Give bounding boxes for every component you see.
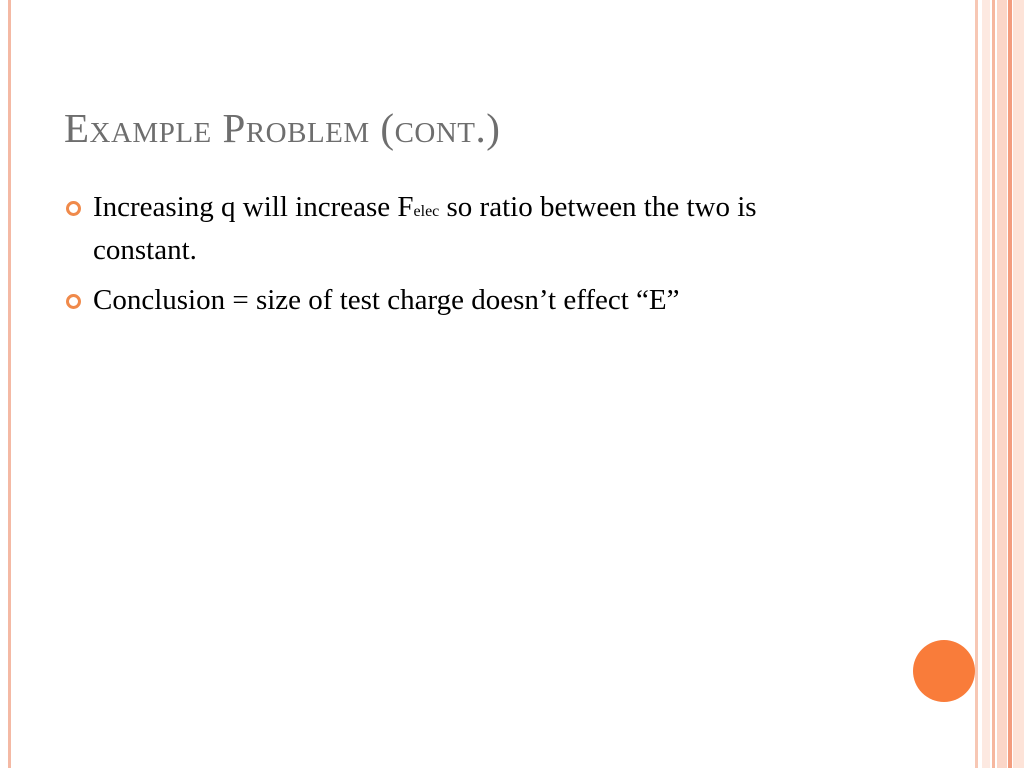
subscript-text: elec — [413, 203, 440, 220]
bullet-item — [64, 281, 854, 320]
bullet-item — [64, 188, 854, 270]
right-border-stripe — [992, 0, 995, 768]
right-border-stripe — [975, 0, 978, 768]
bullet-icon — [66, 201, 81, 216]
left-border-stripe — [8, 0, 11, 768]
right-border-stripe — [1013, 0, 1024, 768]
bullet-icon — [66, 294, 81, 309]
right-border-stripe — [1008, 0, 1012, 768]
bullet-list — [64, 188, 854, 331]
right-border-stripe — [997, 0, 1007, 768]
slide-title: Example Problem (cont.) — [64, 105, 501, 151]
bullet-text: Increasing q will increase F — [93, 191, 414, 223]
bullet-text-continued: so ratio between the two is constant. — [93, 191, 757, 266]
bullet-text: Conclusion = size of test charge doesn’t effect “E” — [93, 284, 680, 316]
orange-circle-icon — [913, 640, 975, 702]
right-border-stripe — [982, 0, 990, 768]
